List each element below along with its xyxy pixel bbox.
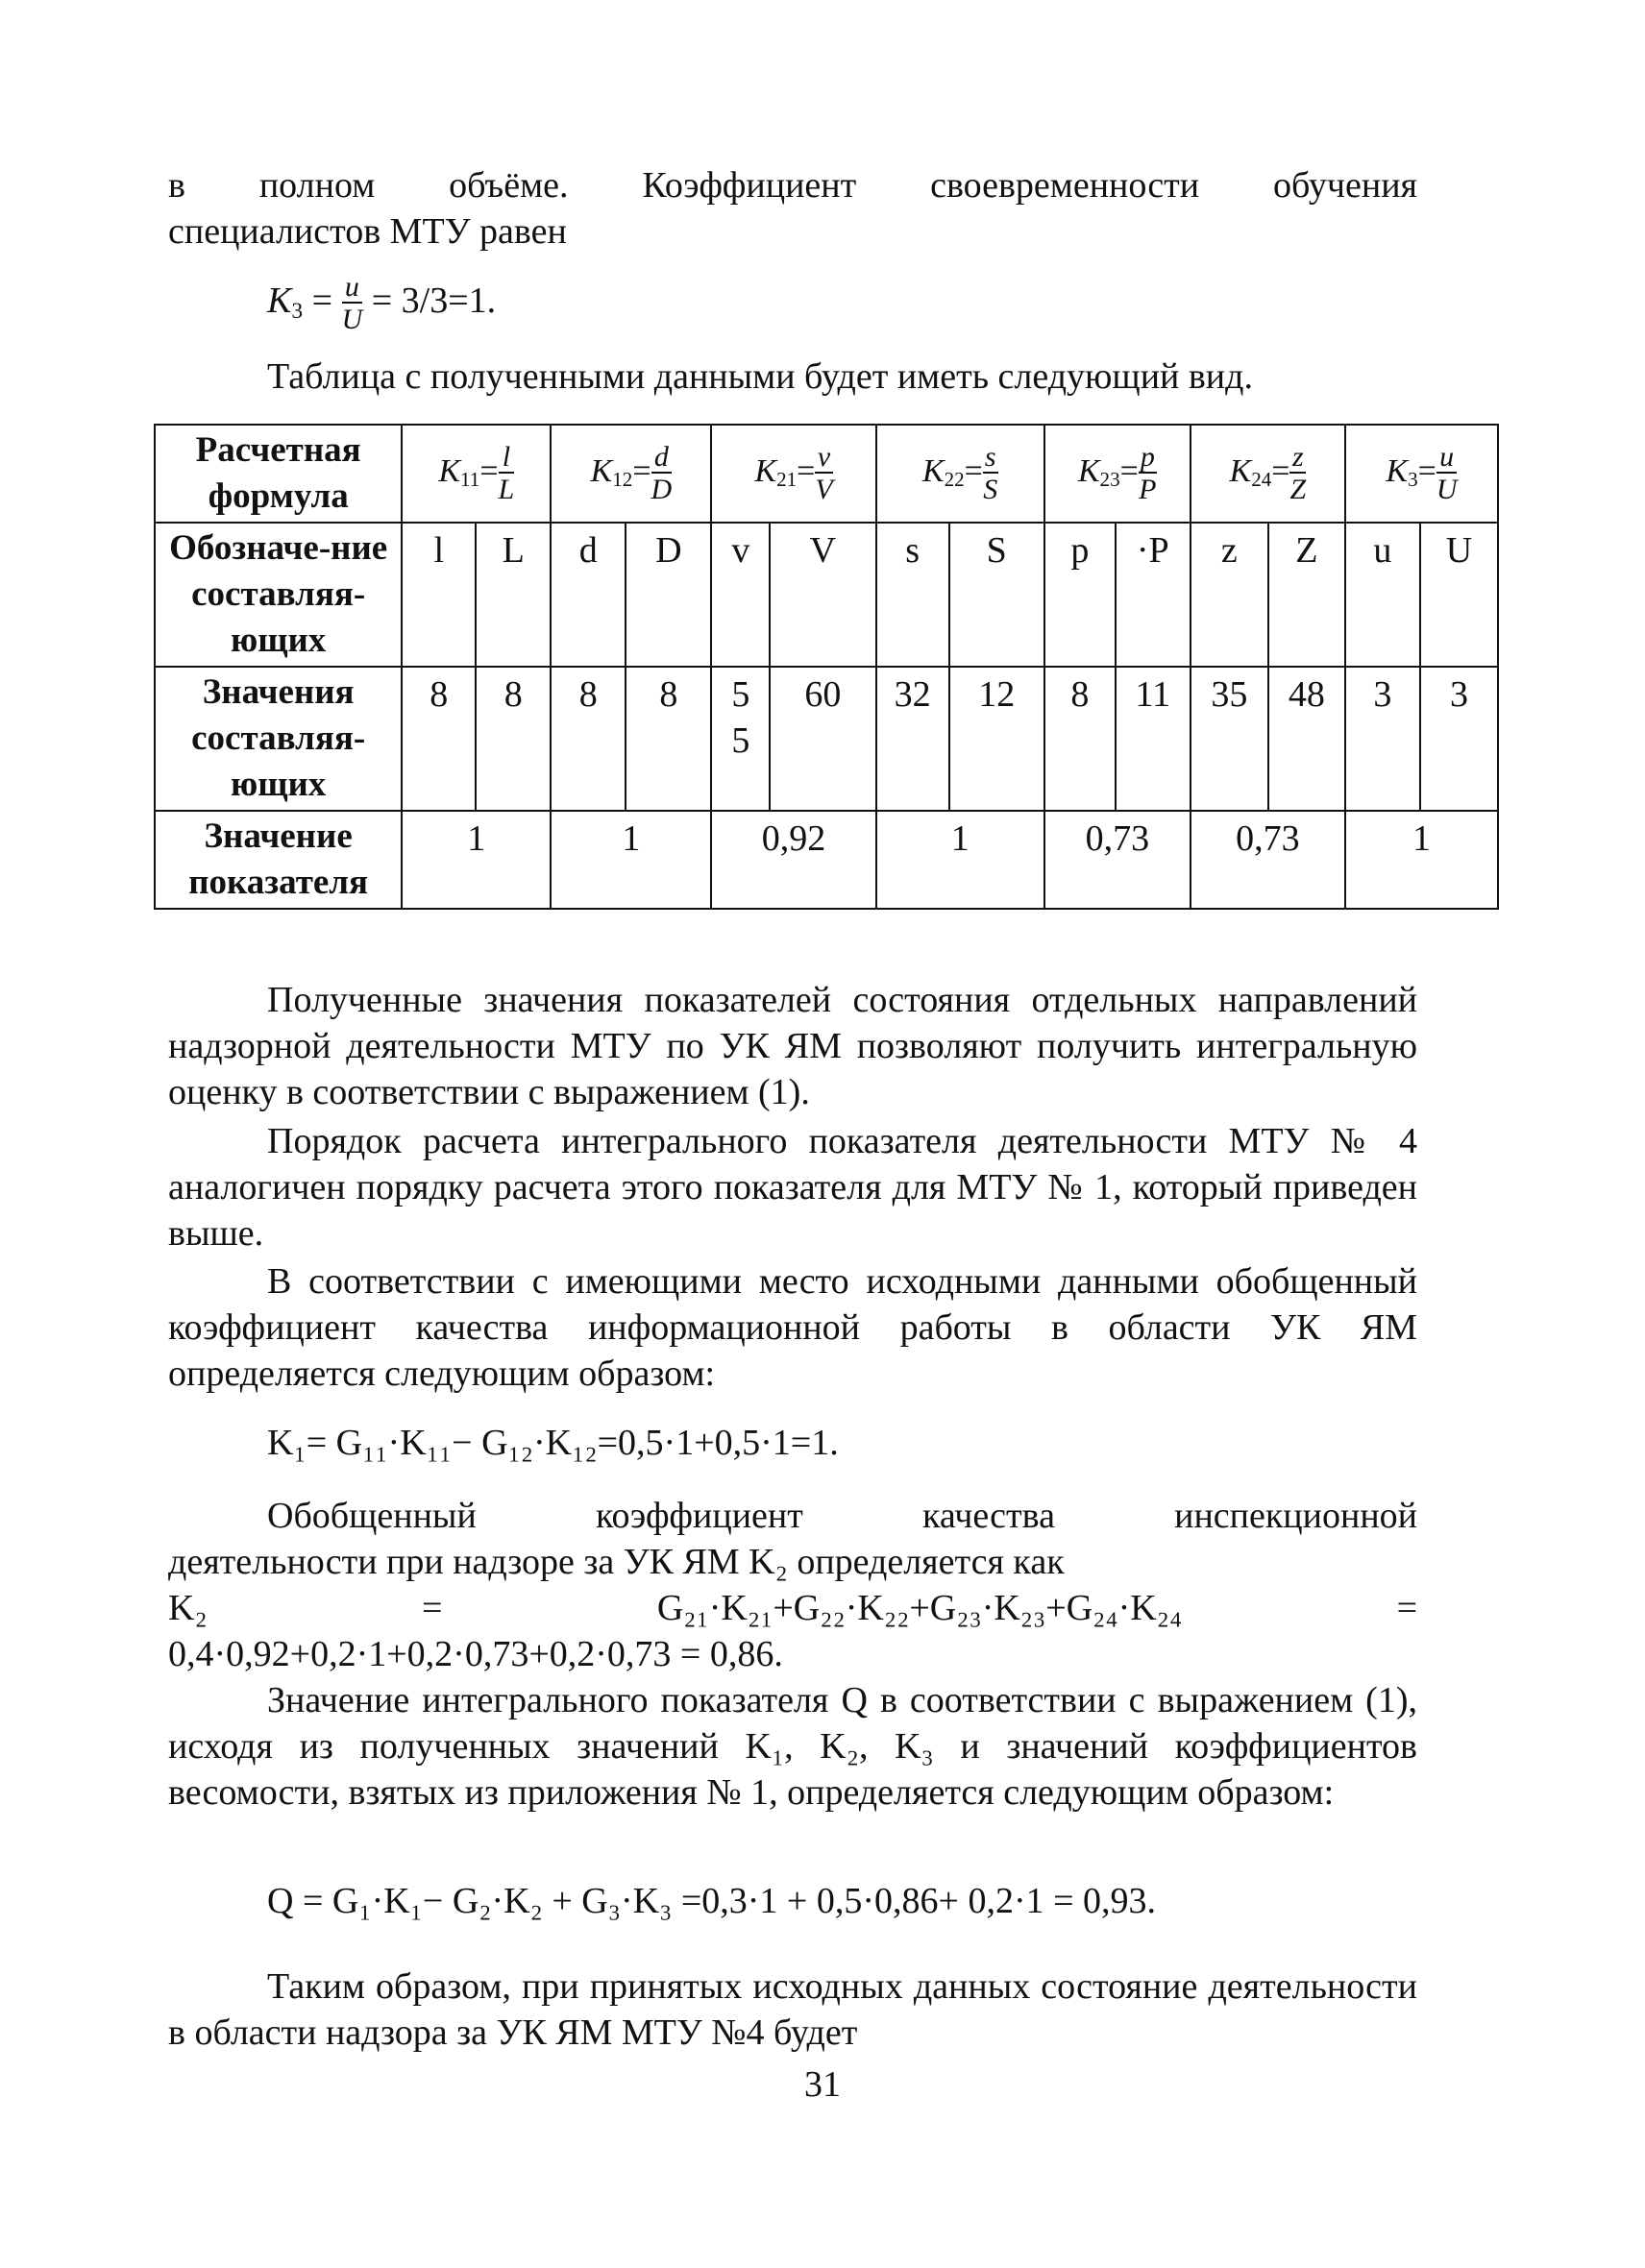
formula-cell: $K_{22}=$ $\frac{s}{S}$ bbox=[876, 425, 1044, 523]
table-cell: D bbox=[626, 523, 711, 667]
paragraph-4-line-2: деятельности при надзоре за УК ЯМ K₂ определяется как bbox=[168, 1542, 1065, 1582]
table-cell: z bbox=[1191, 523, 1268, 667]
table-cell: V bbox=[770, 523, 875, 667]
table-cell: 8 bbox=[551, 667, 626, 811]
equation-k2-line-1: K₂ = G₂₁·K₂₁+G₂₂·K₂₂+G₂₃·K₂₃+G₂₄·K₂₄ = bbox=[168, 1588, 1418, 1628]
table-cell: ·P bbox=[1116, 523, 1191, 667]
formula-cell: $K_{24}=$ $\frac{z}{Z}$ bbox=[1191, 425, 1345, 523]
table-cell: 1 bbox=[551, 811, 711, 909]
equation-q: Q = G₁·K₁− G₂·K₂ + G₃·K₃ =0,3·1 + 0,5·0,86+ 0,2·1 = 0,93. bbox=[267, 1881, 1157, 1921]
table-cell: 12 bbox=[949, 667, 1044, 811]
table-cell: p bbox=[1044, 523, 1116, 667]
equation-k2-line-2: 0,4·0,92+0,2·1+0,2·0,73+0,2·0,73 = 0,86. bbox=[168, 1634, 783, 1674]
paragraph-3: В соответствии с имеющими место исходными данными обобщенный коэффициент качества информационной работы в области УК ЯМ определяется следующим образом: bbox=[168, 1261, 1417, 1394]
symbols-row bbox=[155, 523, 1498, 667]
intro-line-1: в полном объёме. Коэффициент своевременности обучения bbox=[168, 165, 1418, 206]
fraction: $\frac{u}{U}$ bbox=[341, 271, 363, 336]
table-cell: 0,73 bbox=[1191, 811, 1345, 909]
formula-cell: $K_{21}=$ $\frac{v}{V}$ bbox=[711, 425, 875, 523]
equation-k1: K₁= G₁₁·K₁₁− G₁₂·K₁₂=0,5·1+0,5·1=1. bbox=[267, 1423, 839, 1463]
table-cell: s bbox=[876, 523, 949, 667]
paragraph-1: Полученные значения показателей состояния отдельных направлений надзорной деятельности МТУ по УК ЯМ позволяют получить интегральную оценку в соответствии с выражением (1). bbox=[168, 980, 1417, 1112]
formula-cell: $K_{12}=$ $\frac{d}{D}$ bbox=[551, 425, 711, 523]
row-header: Значения составляя-ющих bbox=[155, 667, 402, 811]
table-cell: v bbox=[711, 523, 770, 667]
table-cell: 8 bbox=[476, 667, 551, 811]
indicators-row bbox=[155, 811, 1498, 909]
table-cell: 32 bbox=[876, 667, 949, 811]
table-cell: 8 bbox=[1044, 667, 1116, 811]
paragraph-5: Значение интегрального показателя Q в соответствии с выражением (1), исходя из полученных значений K₁, K₂, K₃ и значений коэффициентов весомости, взятых из приложения № 1, определяется следующим образом: bbox=[168, 1680, 1417, 1813]
paragraph-6: Таким образом, при принятых исходных данных состояние деятельности в области надзора за УК ЯМ МТУ №4 будет bbox=[168, 1966, 1417, 2053]
paragraph-2: Порядок расчета интегрального показателя деятельности МТУ № 4 аналогичен порядку расчета этого показателя для МТУ № 1, который приведен выше. bbox=[168, 1121, 1417, 1254]
table-cell: 60 bbox=[770, 667, 875, 811]
table-cell: L bbox=[476, 523, 551, 667]
table-caption: Таблица с полученными данными будет иметь следующий вид. bbox=[267, 356, 1253, 397]
formula-cell: $K_{11}=$ $\frac{l}{L}$ bbox=[402, 425, 551, 523]
formula-cell: $K_{23}=$ $\frac{p}{P}$ bbox=[1044, 425, 1191, 523]
table-cell: 3 bbox=[1420, 667, 1498, 811]
row-header: Расчетная формула bbox=[155, 425, 402, 523]
formula-row bbox=[155, 425, 1498, 523]
table-cell: S bbox=[949, 523, 1044, 667]
table-cell: 1 bbox=[1345, 811, 1498, 909]
indicators-table bbox=[154, 424, 1499, 910]
intro-line-2: специалистов МТУ равен bbox=[168, 211, 567, 252]
table-cell: 0,92 bbox=[711, 811, 875, 909]
table-cell: d bbox=[551, 523, 626, 667]
formula-cell: $K_3=$ $\frac{u}{U}$ bbox=[1345, 425, 1498, 523]
table-cell: 8 bbox=[626, 667, 711, 811]
page-number: 31 bbox=[804, 2064, 841, 2105]
table-cell: 0,73 bbox=[1044, 811, 1191, 909]
table-cell: 1 bbox=[402, 811, 551, 909]
table-cell: U bbox=[1420, 523, 1498, 667]
table-cell: 11 bbox=[1116, 667, 1191, 811]
table-cell: 3 bbox=[1345, 667, 1420, 811]
table-cell: 1 bbox=[876, 811, 1044, 909]
table-cell: 35 bbox=[1191, 667, 1268, 811]
table-cell: l bbox=[402, 523, 476, 667]
table-cell: 48 bbox=[1268, 667, 1345, 811]
values-row bbox=[155, 667, 1498, 811]
formula-k3: $K_3$ = $\frac{u}{U}$ = 3/3=1. bbox=[267, 271, 497, 336]
row-header: Обозначе-ние составляя-ющих bbox=[155, 523, 402, 667]
table-cell: 8 bbox=[402, 667, 476, 811]
table-cell: u bbox=[1345, 523, 1420, 667]
table-cell: 5 5 bbox=[711, 667, 770, 811]
paragraph-4-line-1: Обобщенный коэффициент качества инспекционной bbox=[267, 1496, 1417, 1536]
row-header: Значение показателя bbox=[155, 811, 402, 909]
table-cell: Z bbox=[1268, 523, 1345, 667]
